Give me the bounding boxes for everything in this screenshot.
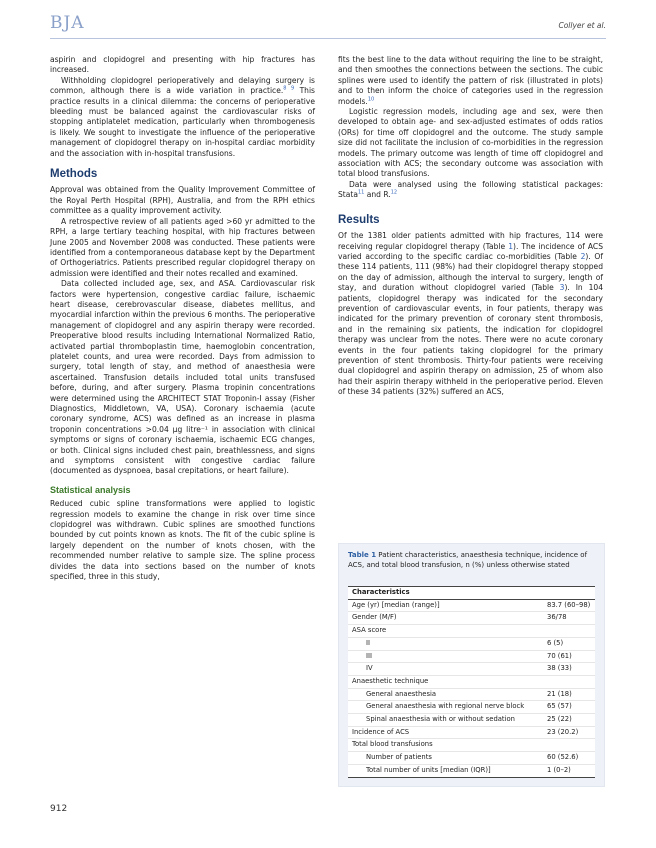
paragraph: Logistic regression models, including age and sex, were then developed to obtain age- and sex-adjusted estimates of odds ratios (ORs) for time off clopidogrel and the outcome. The study sample size did not facilitate the inclusion of co-morbidities in the regression models. The primary outcome was length of time off clopidogrel and association with ACS; the secondary outcome was association with total blood transfusions. — [338, 107, 603, 179]
table-row: General anaesthesia with regional nerve block 65 (57) — [348, 701, 595, 714]
citation[interactable]: 10 — [367, 96, 375, 103]
methods-heading: Methods — [50, 168, 98, 181]
citation[interactable]: 8 9 — [283, 85, 295, 92]
results-heading: Results — [338, 213, 380, 226]
table-row: Number of patients 60 (52.6) — [348, 752, 595, 765]
table-header-row: Characteristics — [348, 586, 595, 600]
page-number: 912 — [50, 804, 68, 814]
table-link[interactable]: 2 — [580, 251, 586, 261]
table-row: Anaesthetic technique — [348, 676, 595, 689]
table-row: Age (yr) [median (range)] 83.7 (60–98) — [348, 600, 595, 613]
table-link[interactable]: 1 — [508, 241, 513, 251]
paragraph: fits the best line to the data without requiring the line to be straight, and then smoothes the connections between the sections. The cubic splines were used to identify the pattern of risk (illustrated in plots) and to then inform the choice of categories used in the regression models.$^{10}$ — [338, 55, 603, 106]
paragraph: Data were analysed using the following statistical packages: Stata$^{11}$ and R.$^{12}$ — [338, 179, 603, 200]
table-row: ASA score — [348, 625, 595, 638]
table-caption: Table 1 Patient characteristics, anaesthesia technique, incidence of ACS, and total blood transfusion, n (%) unless otherwise stated — [348, 551, 588, 569]
journal-logo: BJA — [50, 13, 85, 33]
table-row: Incidence of ACS 23 (20.2) — [348, 727, 595, 740]
table-row: II 6 (5) — [348, 638, 595, 651]
table-row: Total number of units [median (IQR)] 1 (0–2) — [348, 765, 595, 778]
statistical-analysis-heading: Statistical analysis — [50, 484, 131, 495]
table-row: Spinal anaesthesia with or without sedation 25 (22) — [348, 714, 595, 727]
table-row: IV 38 (33) — [348, 663, 595, 676]
paragraph: Approval was obtained from the Quality Improvement Committee of the Royal Perth Hospital (RPH), Australia, and from the RPH ethics committee as a quality improvement activity. — [50, 185, 315, 216]
paragraph: A retrospective review of all patients aged >60 yr admitted to the RPH, a large tertiary teaching hospital, with hip fractures between June 2005 and November 2008 was conducted. These patients were identified from a contemporaneous database kept by the Department of Orthogeriatrics. Patients prescribed regular clopidogrel therapy on admission were identified and their notes recalled and examined. — [50, 216, 315, 278]
table-body — [348, 586, 595, 778]
table-row: Total blood transfusions — [348, 739, 595, 752]
citation[interactable]: 12 — [390, 189, 398, 196]
right-column — [338, 55, 603, 398]
paragraph: aspirin and clopidogrel and presenting with hip fractures has increased. — [50, 55, 315, 75]
paragraph: Data collected included age, sex, and ASA. Cardiovascular risk factors were hypertension, congestive cardiac failure, ischaemic heart disease, cerebrovascular disease, diabetes mellitus, and myocardial infarction within the previous 6 months. The perioperative management of clopidogrel and any aspirin therapy were recorded. Preoperative blood results including International Normalized Ratio, activated partial thromboplastin time, haemoglobin concentration, platelet counts, and urea were recorded. Days from admission to surgery, total length of stay, and method of anaesthesia were ascertained. Transfusion details included total units transfused before, during, and after surgery. Plasma tropinin concentrations were determined using the ARCHITECT STAT Troponin-I assay (Fisher Diagnostics, Middletown, VA, USA). Coronary ischaemia (acute coronary syndrome, ACS) was defined as an increase in plasma troponin concentrations >0.04 μg litre⁻¹ in association with clinical symptoms or signs of coronary ischaemia, ischaemic ECG changes, or both. Clinical signs included chest pain, breathlessness, and signs and symptoms consistent with congestive cardiac failure (documented as dyspnoea, basal crepitations, or heart failure). — [50, 279, 315, 476]
paragraph: Of the 1381 older patients admitted with hip fractures, 114 were receiving regular clopidogrel therapy (Table 1). The incidence of ACS varied according to the specific cardiac co-morbidities (Table 2). Of these 114 patients, 111 (98%) had their clopidogrel therapy stopped on the day of admission, although the interval to surgery, length of stay, and duration without clopidogrel varied (Table 3). In 104 patients, clopidogrel therapy was indicated for the secondary prevention of cardiovascular events, in four patients, therapy was indicated for the primary prevention of coronary stent thrombosis, and in the remaining six patients, the indication for clopidogrel therapy was unclear from the notes. There were no acute coronary events in the four patients taking clopidogrel for the primary prevention of stent thrombosis. Thirty-four patients were receiving dual clopidogrel and aspirin therapy on admission, 25 of whom also had their aspirin therapy withheld in the perioperative period. Eleven of these 34 patients (32%) suffered an ACS, — [338, 231, 603, 397]
table-row: General anaesthesia 21 (18) — [348, 689, 595, 702]
left-column — [50, 55, 315, 583]
header-divider — [50, 38, 606, 39]
paragraph: Withholding clopidogrel perioperatively and delaying surgery is common, although there is a wide variation in practice.$^{8 9}$ This practice results in a clinical dilemma: the concerns of perioperative bleeding must be balanced against the cardiovascular risks of stopping antiplatelet medication, particularly when thrombogenesis is likely. We sought to investigate the influence of the perioperative management of clopidogrel therapy on in-hospital cardiac morbidity and the association with in-hospital transfusions. — [50, 75, 315, 158]
table-row: III 70 (61) — [348, 651, 595, 664]
table-row: Gender (M/F) 36/78 — [348, 612, 595, 625]
table-1 — [338, 543, 605, 787]
running-author: Collyer et al. — [558, 21, 606, 30]
table-link[interactable]: 3 — [559, 283, 565, 293]
paragraph: Reduced cubic spline transformations were applied to logistic regression models to examine the change in risk over time since clopidogrel was withdrawn. Cubic splines are smoothed functions bounded by cut points known as knots. The fit of the cubic spline is largely dependent on the number of knots chosen, with the recommended number relative to sample size. The spline process divides the data into sections based on the number of knots specified, three in this study, — [50, 499, 315, 582]
citation[interactable]: 11 — [357, 189, 365, 196]
